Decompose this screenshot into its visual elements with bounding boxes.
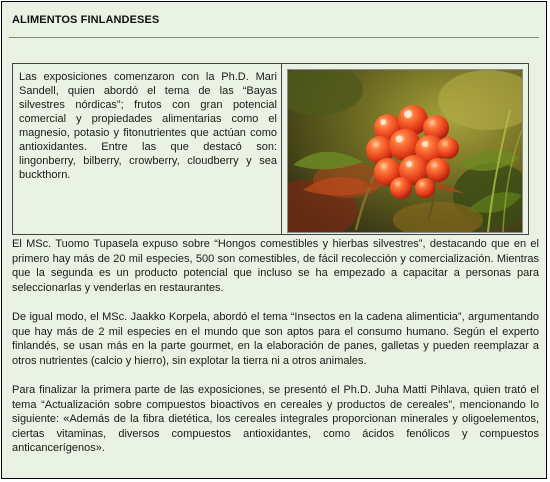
paragraph-1: El MSc. Tuomo Tupasela expuso sobre “Hongos comestibles y hierbas silvestres”, destacando que en el primero hay más de 20 mil especies, 500 son comestibles, de fácil recolección y comercialización. Mientras que la segunda es un producto potencial que incluso se ha empezado a capacitar a personas para seleccionarlas y venderlas en restaurantes. — [12, 238, 539, 294]
paragraph-3: Para finalizar la primera parte de las exposiciones, se presentó el Ph.D. Juha Matti Pihlava, quien trató el tema “Actualización sobre compuestos bioactivos en cereales y productos de cereales”, mencionando lo siguiente: «Además de la fibra dietética, los cereales integrales proporcionan minerales y oligoelementos, ciertas vitaminas, diversos compuestos antioxidantes, como ácidos fenólicos y compuestos anticancerígenos». — [12, 384, 539, 454]
article-title: ALIMENTOS FINLANDESES — [12, 14, 160, 26]
cloudberry-illustration — [288, 70, 522, 232]
cloudberry-photo — [287, 69, 523, 233]
article-frame — [1, 1, 547, 479]
feature-text: Las exposiciones comenzaron con la Ph.D. Mari Sandell, quien abordó el tema de las “Bayas silvestres nórdicas”; frutos con gran potencial comercial y propiedades alimentarias como el magnesio, potasio y fitonutrientes que actúan como antioxidantes. Entre las que destacó son: lingonberry, bilberry, crowberry, cloudberry y sea buckthorn. — [19, 71, 277, 181]
paragraph-2: De igual modo, el MSc. Jaakko Korpela, abordó el tema “Insectos en la cadena alimenticia”, argumentando que hay más de 2 mil especies en el mundo que son aptos para el consumo humano. Según el experto finlandés, se usan más en la parte gourmet, en la elaboración de panes, galletas y pueden reemplazar a otros nutrientes (calcio y hierro), sin explotar la tierra ni a otros animales. — [12, 311, 539, 367]
feature-box — [12, 63, 529, 235]
feature-divider — [281, 64, 282, 234]
title-divider — [9, 37, 539, 38]
